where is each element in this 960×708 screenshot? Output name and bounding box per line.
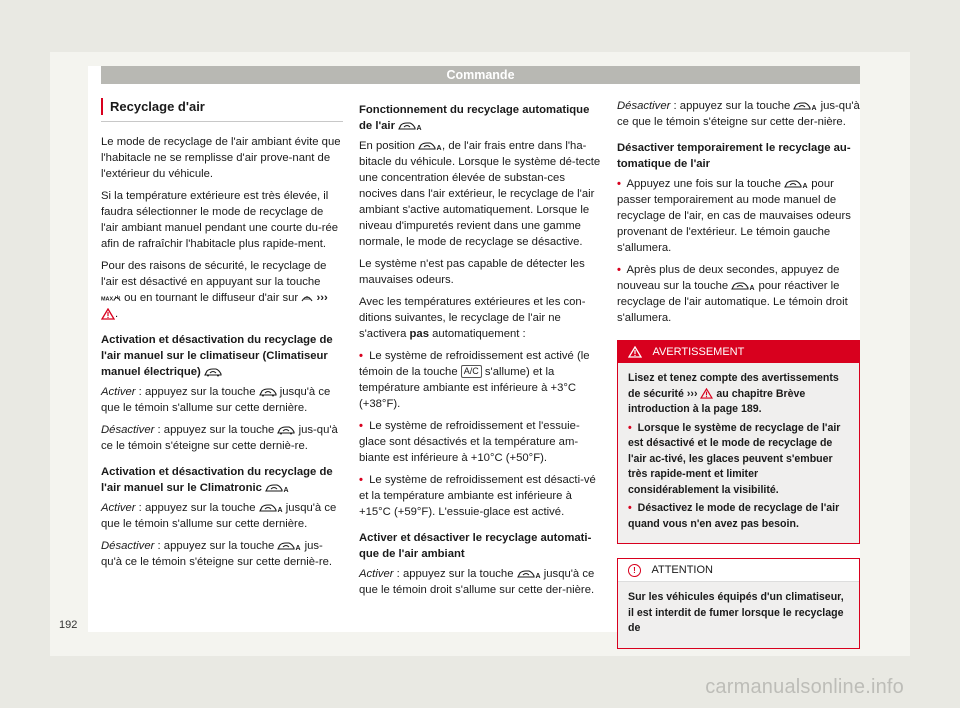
paragraph: En position , de l'air frais entre dans l'ha-bitacle du véhicule. Lorsque le système dé-tecte une concentration élevée de substan-ces nocives dans l'air extérieur, le recyclage de l'air ambiant s'active automatiquement. Lorsque le niveau d'impuretés revient dans une gamme normale, le mode de recyclage se désactive.: [359, 140, 601, 248]
paragraph: Activer : appuyez sur la touche jusqu'à ce que le témoin droit s'allume sur cette der-nière.: [359, 568, 595, 596]
bullet-icon: •: [617, 178, 621, 190]
paragraph: Activer : appuyez sur la touche jusqu'à ce que le témoin s'allume sur cette dernière.: [101, 502, 337, 530]
bullet-icon: •: [617, 264, 621, 276]
paragraph: Désactiver : appuyez sur la touche jus-qu'à ce le témoin s'éteigne sur cette derniè-re.: [101, 424, 338, 452]
subheading: Désactiver temporairement le recyclage au-tomatique de l'air: [617, 142, 851, 170]
paragraph: Si la température extérieure est très élevée, il faudra sélectionner le mode de recyclage de l'air ambiant manuel pendant une courte du-rée afin de rafraîchir l'habitacle plus rapide-ment.: [101, 190, 339, 250]
paragraph: Lisez et tenez compte des avertissements de sécurité ››› au chapitre Brève introduction à la page 189.: [628, 372, 839, 415]
auto-recirculation-icon: [517, 569, 541, 579]
paragraph: Pour des raisons de sécurité, le recyclage de l'air est désactivé en appuyant sur la touche ou en tournant le diffuseur d'air sur ››› .: [101, 260, 328, 320]
list-item: • Après plus de deux secondes, appuyez de nouveau sur la touche pour réactiver le recyclage de l'air automatique. Le témoin droit s'allumera.: [617, 264, 848, 324]
auto-recirculation-icon: [259, 503, 283, 513]
section-header: Commande: [101, 66, 860, 84]
auto-recirculation-icon: [277, 541, 301, 551]
attention-box: [617, 558, 860, 649]
column-middle: [359, 98, 601, 604]
subheading: Fonctionnement du recyclage automatique de l'air: [359, 104, 590, 132]
section-title: Recyclage d'air: [101, 98, 343, 115]
cross-ref-arrows[interactable]: ›››: [316, 292, 328, 304]
paragraph: Avec les températures extérieures et les con-ditions suivantes, le recyclage de l'air ne s'activera pas automatiquement :: [359, 296, 586, 340]
subheading: Activer et désactiver le recyclage automati-que de l'air ambiant: [359, 532, 592, 560]
air-recirculation-icon: [277, 425, 295, 435]
bullet-icon: •: [359, 420, 363, 432]
ac-key-icon: A/C: [461, 365, 482, 378]
list-item: • Désactivez le mode de recyclage de l'air quand vous n'en avez pas besoin.: [628, 502, 840, 530]
auto-recirculation-icon: [265, 483, 289, 493]
air-recirculation-icon: [259, 387, 277, 397]
auto-recirculation-icon: [784, 179, 808, 189]
warning-triangle-icon: [700, 388, 713, 399]
subheading: Activation et désactivation du recyclage de l'air manuel sur le Climatronic: [101, 466, 333, 494]
paragraph: Activer : appuyez sur la touche jusqu'à ce que le témoin s'allume sur cette dernière.: [101, 386, 331, 414]
info-circle-icon: !: [628, 564, 641, 577]
list-item: • Le système de refroidissement est activé (le témoin de la touche A/C s'allume) et la température ambiante est inférieure à +3°C (+38°F).: [359, 350, 590, 410]
max-defrost-icon: [101, 293, 121, 303]
paragraph: Désactiver : appuyez sur la touche jus-qu'à ce que le témoin s'éteigne sur cette der-nière.: [617, 100, 860, 128]
column-right: [617, 98, 860, 649]
list-item: • Le système de refroidissement et l'essuie-glace sont désactivés et la température am-biante est inférieure à +10°C (+50°F).: [359, 420, 580, 464]
auto-recirculation-icon: [793, 101, 817, 111]
auto-recirculation-icon: [418, 141, 442, 151]
divider: [101, 121, 343, 122]
warning-triangle-icon: [101, 308, 115, 320]
auto-recirculation-icon: [398, 121, 422, 131]
attention-box-header: ! ATTENTION: [618, 559, 859, 582]
subheading: Activation et désactivation du recyclage de l'air manuel sur le climatiseur (Climatiseur manuel électrique): [101, 334, 333, 378]
bullet-icon: •: [359, 474, 363, 486]
cross-ref-arrows[interactable]: ›››: [686, 387, 698, 400]
paragraph: Sur les véhicules équipés d'un climatiseur, il est interdit de fumer lorsque le recyclage de: [628, 591, 844, 634]
paragraph: Le système n'est pas capable de détecter les mauvaises odeurs.: [359, 258, 585, 286]
bullet-icon: •: [628, 502, 632, 514]
paragraph: Désactiver : appuyez sur la touche jus-qu'à ce le témoin s'éteigne sur cette derniè-re.: [101, 540, 333, 568]
list-item: • Le système de refroidissement est désacti-vé et la température ambiante est inférieure à +15°C (+59°F). L'essuie-glace est activé.: [359, 474, 596, 518]
column-left: [101, 98, 343, 576]
warning-box-header: AVERTISSEMENT: [618, 341, 859, 363]
air-recirculation-icon: [204, 367, 222, 377]
auto-recirculation-icon: [731, 281, 755, 291]
page-number: 192: [59, 619, 78, 631]
paragraph: Le mode de recyclage de l'air ambiant évite que l'habitacle ne se remplisse d'air prove-nant de l'extérieur du véhicule.: [101, 136, 341, 180]
watermark: carmanualsonline.info: [705, 676, 904, 698]
list-item: • Lorsque le système de recyclage de l'air est désactivé et le mode de recyclage de l'air ac-tivé, les glaces peuvent s'embuer très rapide-ment et limiter considérablement la visibilité.: [628, 421, 841, 496]
attention-box-body: [618, 582, 859, 648]
defrost-icon: [301, 293, 313, 303]
bullet-icon: •: [628, 421, 632, 434]
list-item: • Appuyez une fois sur la touche pour passer temporairement au mode manuel de recyclage de l'air, en cas de mauvaises odeurs provenant de l'extérieur. Le témoin gauche s'allumera.: [617, 178, 851, 254]
bullet-icon: •: [359, 350, 363, 362]
warning-box: [617, 340, 860, 544]
warning-box-body: [618, 363, 859, 543]
warning-triangle-icon: [628, 346, 642, 358]
